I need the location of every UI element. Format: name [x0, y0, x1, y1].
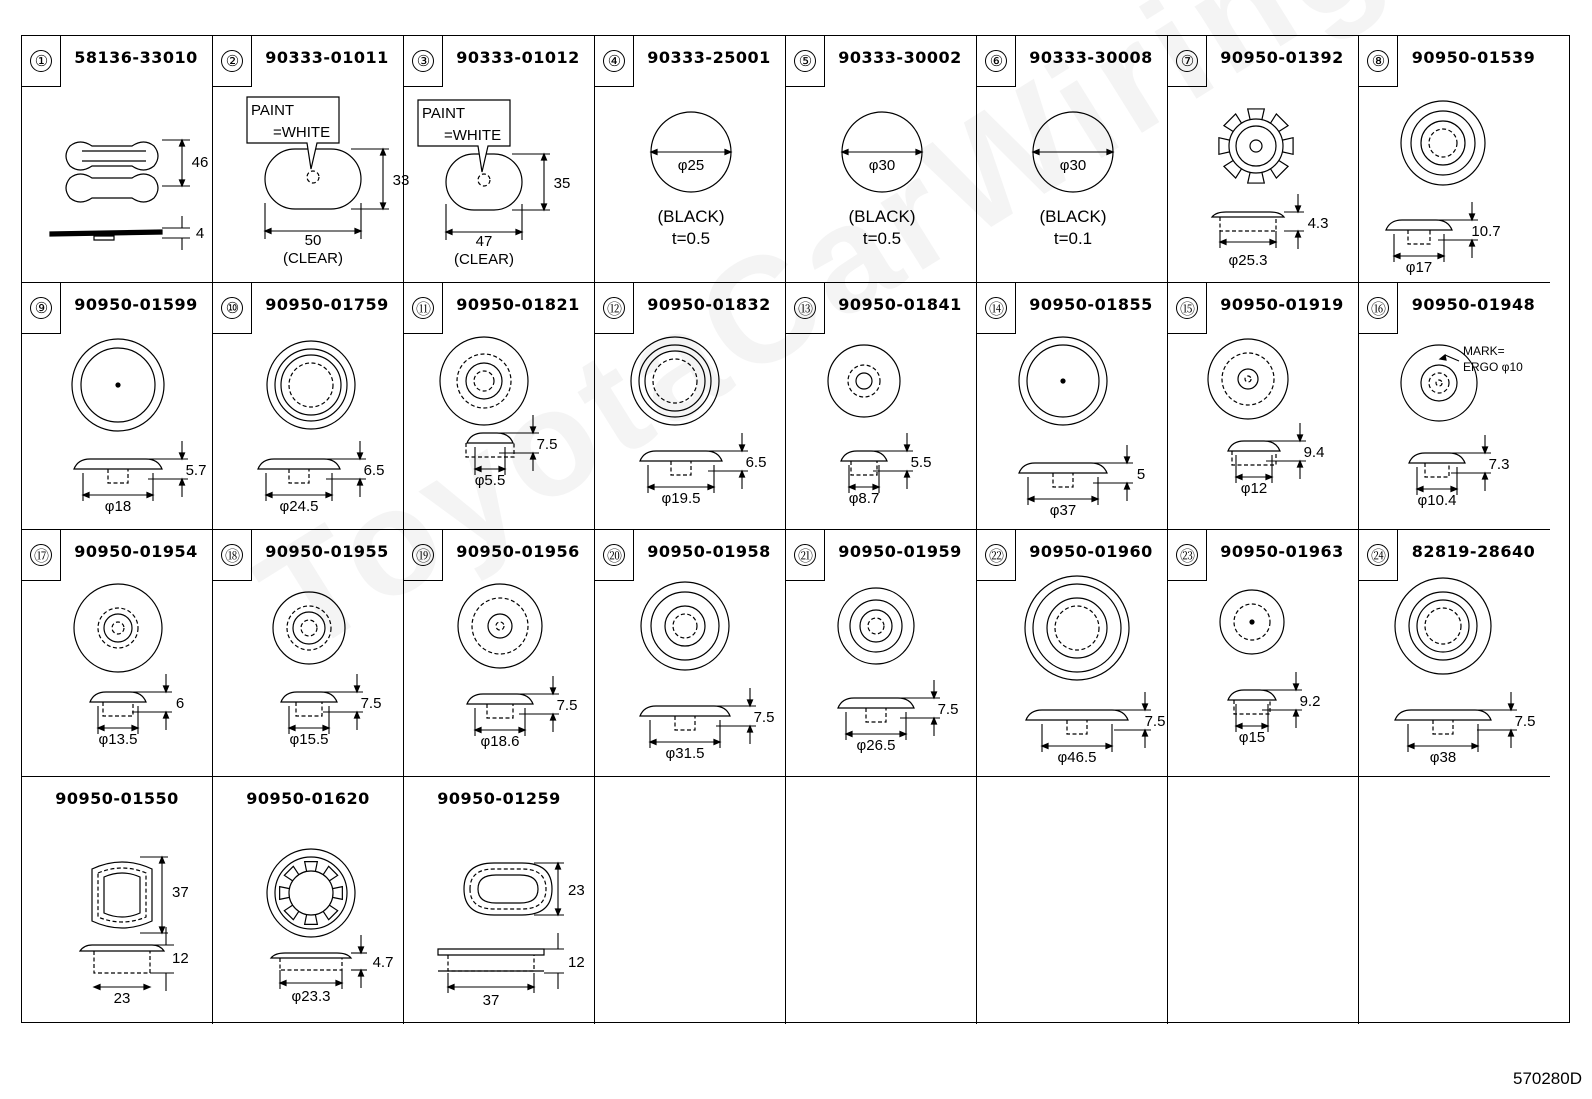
part-number: 82819-28640: [1411, 542, 1536, 561]
dimension-label: φ37: [1049, 502, 1077, 519]
dimension-label: 23: [113, 990, 131, 1007]
dimension-label: φ12: [1240, 480, 1268, 497]
empty-cell: [1168, 777, 1359, 1024]
part-drawing: [595, 283, 786, 530]
dimension-label: MARK=: [1463, 344, 1505, 358]
part-number: 90950-01960: [1029, 542, 1153, 561]
dimension-label: 50: [304, 232, 322, 249]
dimension-label: (CLEAR): [282, 250, 344, 267]
item-number: ⑭: [985, 297, 1007, 319]
part-drawing: [595, 36, 786, 283]
dimension-label: φ30: [1059, 157, 1087, 174]
item-number: ㉔: [1367, 544, 1389, 566]
part-cell: [22, 283, 213, 530]
part-cell: [404, 530, 595, 777]
dimension-label: φ25.3: [1228, 252, 1268, 269]
part-drawing: [213, 283, 404, 530]
part-drawing: [977, 36, 1168, 283]
dimension-label: φ17: [1405, 259, 1433, 276]
dimension-label: 37: [482, 992, 500, 1009]
dimension-label: 12: [568, 954, 585, 971]
item-number: ②: [221, 50, 243, 72]
part-cell: [786, 530, 977, 777]
dimension-label: =WHITE: [273, 124, 331, 141]
dimension-label: t=0.1: [1053, 229, 1093, 248]
dimension-label: 6: [175, 695, 185, 712]
part-number: 90333-30008: [1029, 48, 1153, 67]
item-number: ⑲: [412, 544, 434, 566]
dimension-label: φ15.5: [289, 731, 329, 748]
part-drawing: [1168, 36, 1359, 283]
item-number: ㉑: [794, 544, 816, 566]
part-number: 90950-01956: [456, 542, 580, 561]
part-drawing: [22, 36, 213, 283]
part-drawing: [404, 530, 595, 777]
dimension-label: 7.5: [360, 695, 382, 712]
dimension-label: 7.5: [753, 709, 775, 726]
dimension-label: 6.5: [745, 454, 767, 471]
part-drawing: [404, 36, 595, 283]
part-number: 90950-01821: [456, 295, 580, 314]
part-cell: [404, 283, 595, 530]
dimension-label: t=0.5: [671, 229, 711, 248]
part-cell: [977, 530, 1168, 777]
part-number: 90950-01963: [1220, 542, 1344, 561]
part-number: 90950-01539: [1411, 48, 1536, 67]
part-cell: [213, 283, 404, 530]
part-cell: [595, 530, 786, 777]
item-number: ⑰: [30, 544, 52, 566]
item-number: ⑮: [1176, 297, 1198, 319]
part-number: 90950-01599: [74, 295, 198, 314]
part-drawing: [404, 777, 595, 1024]
part-number: 90950-01259: [437, 789, 561, 808]
dimension-label: 5.7: [185, 462, 207, 479]
dimension-label: φ26.5: [856, 737, 896, 754]
part-drawing: [213, 36, 410, 283]
dimension-label: φ46.5: [1057, 749, 1097, 766]
part-number: 58136-33010: [74, 48, 198, 67]
item-number: ⑦: [1176, 50, 1198, 72]
item-number: ⑱: [221, 544, 243, 566]
dimension-label: 4.3: [1307, 215, 1329, 232]
part-cell: [595, 36, 786, 283]
dimension-label: 5: [1136, 466, 1146, 483]
dimension-label: ERGO φ10: [1463, 360, 1523, 374]
item-number: ⑫: [603, 297, 625, 319]
part-drawing: [22, 283, 213, 530]
dimension-label: φ10.4: [1417, 492, 1457, 509]
part-drawing: [977, 283, 1168, 530]
part-drawing: [213, 530, 404, 777]
empty-cell: [1359, 777, 1550, 1024]
item-number: ⑬: [794, 297, 816, 319]
dimension-label: 5.5: [910, 454, 932, 471]
dimension-label: =WHITE: [444, 127, 502, 144]
item-number: ⑧: [1367, 50, 1389, 72]
part-drawing: [1168, 283, 1359, 530]
dimension-label: φ18.6: [480, 733, 520, 750]
dimension-label: 12: [172, 950, 189, 967]
part-drawing: [22, 530, 213, 777]
item-number: ⑩: [221, 297, 243, 319]
dimension-label: PAINT: [422, 105, 466, 122]
part-drawing: [1359, 283, 1550, 530]
dimension-label: 7.5: [536, 436, 558, 453]
dimension-label: (BLACK): [657, 207, 725, 226]
dimension-label: 46: [191, 154, 209, 171]
part-number: 90333-25001: [647, 48, 771, 67]
part-number: 90950-01855: [1029, 295, 1153, 314]
part-number: 90950-01948: [1411, 295, 1536, 314]
dimension-label: φ24.5: [279, 498, 319, 515]
part-drawing: [786, 530, 977, 777]
part-cell: [404, 777, 595, 1024]
part-number: 90333-30002: [838, 48, 962, 67]
dimension-label: 7.5: [1514, 713, 1536, 730]
dimension-label: 7.5: [1144, 713, 1166, 730]
part-number: 90333-01011: [265, 48, 389, 67]
dimension-label: φ13.5: [98, 731, 138, 748]
dimension-label: (BLACK): [1039, 207, 1107, 226]
part-number: 90950-01955: [265, 542, 389, 561]
dimension-label: φ5.5: [474, 472, 506, 489]
dimension-label: 9.4: [1303, 444, 1325, 461]
item-number: ㉒: [985, 544, 1007, 566]
part-cell: [1168, 36, 1359, 283]
dimension-label: 7.5: [556, 697, 578, 714]
part-cell: [786, 36, 977, 283]
part-number: 90950-01832: [647, 295, 771, 314]
dimension-label: 37: [172, 884, 189, 901]
part-drawing: [595, 530, 786, 777]
part-number: 90950-01954: [74, 542, 198, 561]
part-number: 90950-01620: [246, 789, 370, 808]
dimension-label: 33: [392, 172, 410, 189]
item-number: ④: [603, 50, 625, 72]
item-number: ⑤: [794, 50, 816, 72]
part-number: 90950-01959: [838, 542, 962, 561]
part-drawing: [786, 283, 977, 530]
part-cell: [595, 283, 786, 530]
dimension-label: PAINT: [251, 102, 295, 119]
dimension-label: φ23.3: [291, 988, 331, 1005]
item-number: ⑨: [30, 297, 52, 319]
dimension-label: 35: [553, 175, 571, 192]
part-cell: [213, 530, 404, 777]
dimension-label: φ25: [677, 157, 705, 174]
part-cell: [786, 283, 977, 530]
part-cell: [404, 36, 595, 283]
part-drawing: [786, 36, 977, 283]
item-number: ㉓: [1176, 544, 1198, 566]
part-number: 90950-01841: [838, 295, 962, 314]
dimension-label: 10.7: [1471, 223, 1501, 240]
dimension-label: (CLEAR): [453, 251, 515, 268]
part-cell: [22, 36, 213, 283]
dimension-label: 23: [568, 882, 585, 899]
part-number: 90333-01012: [456, 48, 580, 67]
dimension-label: 47: [475, 233, 493, 250]
part-number: 90950-01550: [55, 789, 179, 808]
diagram-code: 570280D: [1512, 1069, 1582, 1088]
item-number: ⑯: [1367, 297, 1389, 319]
dimension-label: φ30: [868, 157, 896, 174]
empty-cell: [977, 777, 1168, 1024]
dimension-label: 6.5: [363, 462, 385, 479]
dimension-label: (BLACK): [848, 207, 916, 226]
dimension-label: φ31.5: [665, 745, 705, 762]
part-cell: [1168, 283, 1359, 530]
part-number: 90950-01759: [265, 295, 389, 314]
dimension-label: 4.7: [372, 954, 394, 971]
part-drawing: [213, 777, 404, 1024]
dimension-label: φ38: [1429, 749, 1457, 766]
part-drawing: [1359, 530, 1550, 777]
dimension-label: φ18: [104, 498, 132, 515]
part-number: 90950-01392: [1220, 48, 1344, 67]
part-cell: [1168, 530, 1359, 777]
dimension-label: 4: [195, 225, 205, 242]
empty-cell: [786, 777, 977, 1024]
dimension-label: t=0.5: [862, 229, 902, 248]
dimension-label: φ8.7: [848, 490, 880, 507]
item-number: ③: [412, 50, 434, 72]
part-number: 90950-01919: [1220, 295, 1344, 314]
part-drawing: [1168, 530, 1359, 777]
item-number: ⑥: [985, 50, 1007, 72]
part-cell: [1359, 36, 1550, 283]
parts-grid: [21, 35, 1570, 1023]
dimension-label: 9.2: [1299, 693, 1321, 710]
item-number: ①: [30, 50, 52, 72]
part-cell: [977, 36, 1168, 283]
part-cell: [977, 283, 1168, 530]
part-cell: [213, 777, 404, 1024]
part-drawing: [977, 530, 1168, 777]
part-cell: [22, 530, 213, 777]
part-drawing: [22, 777, 213, 1024]
part-cell: [213, 36, 410, 283]
part-drawing: [404, 283, 595, 530]
item-number: ⑪: [412, 297, 434, 319]
dimension-label: φ15: [1238, 729, 1266, 746]
item-number: ⑳: [603, 544, 625, 566]
part-cell: [1359, 530, 1550, 777]
part-number: 90950-01958: [647, 542, 771, 561]
part-cell: [22, 777, 213, 1024]
part-drawing: [1359, 36, 1550, 283]
empty-cell: [595, 777, 786, 1024]
dimension-label: φ19.5: [661, 490, 701, 507]
dimension-label: 7.5: [937, 701, 959, 718]
part-cell: [1359, 283, 1550, 530]
dimension-label: 7.3: [1488, 456, 1510, 473]
